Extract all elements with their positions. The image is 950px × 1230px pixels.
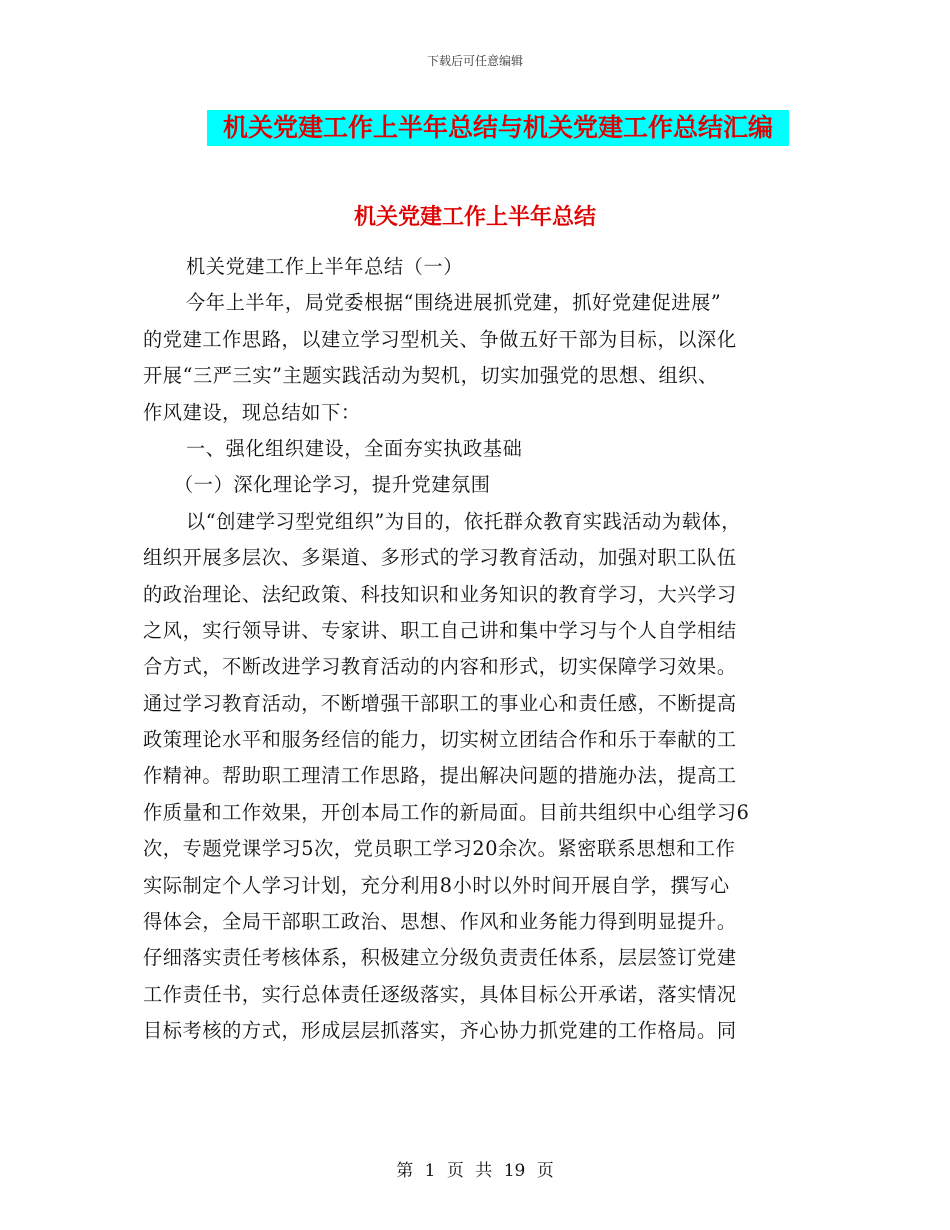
paragraph-line: 次，专题党课学习5次，党员职工学习20余次。紧密联系思想和工作 — [143, 837, 736, 861]
paragraph-line: 机关党建工作上半年总结（一） — [186, 255, 464, 278]
header-note: 下载后可任意编辑 — [426, 54, 523, 68]
paragraph-line: 作风建设，现总结如下： — [143, 400, 361, 424]
paragraph-line: 政策理论水平和服务经信的能力，切实树立团结合作和乐于奉献的工 — [143, 728, 737, 752]
subsection-heading: （一）深化理论学习，提升党建氛围 — [174, 473, 491, 497]
paragraph-line: 开展“三严三实”主题实践活动为契机，切实加强党的思想、组织、 — [143, 364, 718, 388]
document-body — [143, 249, 811, 1050]
paragraph-line: 实际制定个人学习计划，充分利用8小时以外时间开展自学，撰写心 — [143, 873, 730, 897]
paragraph-line: 以“创建学习型党组织”为目的，依托群众教育实践活动为载体， — [186, 509, 742, 533]
sub-title: 机关党建工作上半年总结 — [353, 204, 596, 230]
paragraph-line: 的党建工作思路，以建立学习型机关、争做五好干部为目标，以深化 — [143, 327, 737, 351]
paragraph-line: 得体会，全局干部职工政治、思想、作风和业务能力得到明显提升。 — [143, 910, 737, 934]
page-footer: 第 1 页 共 19 页 — [396, 1161, 554, 1181]
paragraph-line: 工作责任书，实行总体责任逐级落实，具体目标公开承诺，落实情况 — [143, 982, 737, 1006]
paragraph-line: 仔细落实责任考核体系，积极建立分级负责责任体系，层层签订党建 — [143, 946, 737, 970]
section-heading: 一、强化组织建设，全面夯实执政基础 — [186, 436, 523, 460]
paragraph-line: 合方式，不断改进学习教育活动的内容和形式，切实保障学习效果。 — [143, 655, 737, 679]
paragraph-line: 之风，实行领导讲、专家讲、职工自己讲和集中学习与个人自学相结 — [143, 618, 737, 642]
paragraph-line: 的政治理论、法纪政策、科技知识和业务知识的教育学习，大兴学习 — [143, 582, 737, 606]
paragraph-line: 组织开展多层次、多渠道、多形式的学习教育活动，加强对职工队伍 — [143, 546, 737, 570]
main-title: 机关党建工作上半年总结与机关党建工作总结汇编 — [207, 110, 789, 146]
paragraph-line: 目标考核的方式，形成层层抓落实，齐心协力抓党建的工作格局。同 — [143, 1019, 737, 1043]
paragraph-line: 作精神。帮助职工理清工作思路，提出解决问题的措施办法，提高工 — [143, 764, 737, 788]
paragraph-line: 作质量和工作效果，开创本局工作的新局面。目前共组织中心组学习6 — [143, 800, 750, 824]
paragraph-line: 通过学习教育活动，不断增强干部职工的事业心和责任感，不断提高 — [143, 691, 737, 715]
paragraph-line: 今年上半年，局党委根据“围绕进展抓党建，抓好党建促进展” — [186, 291, 722, 315]
